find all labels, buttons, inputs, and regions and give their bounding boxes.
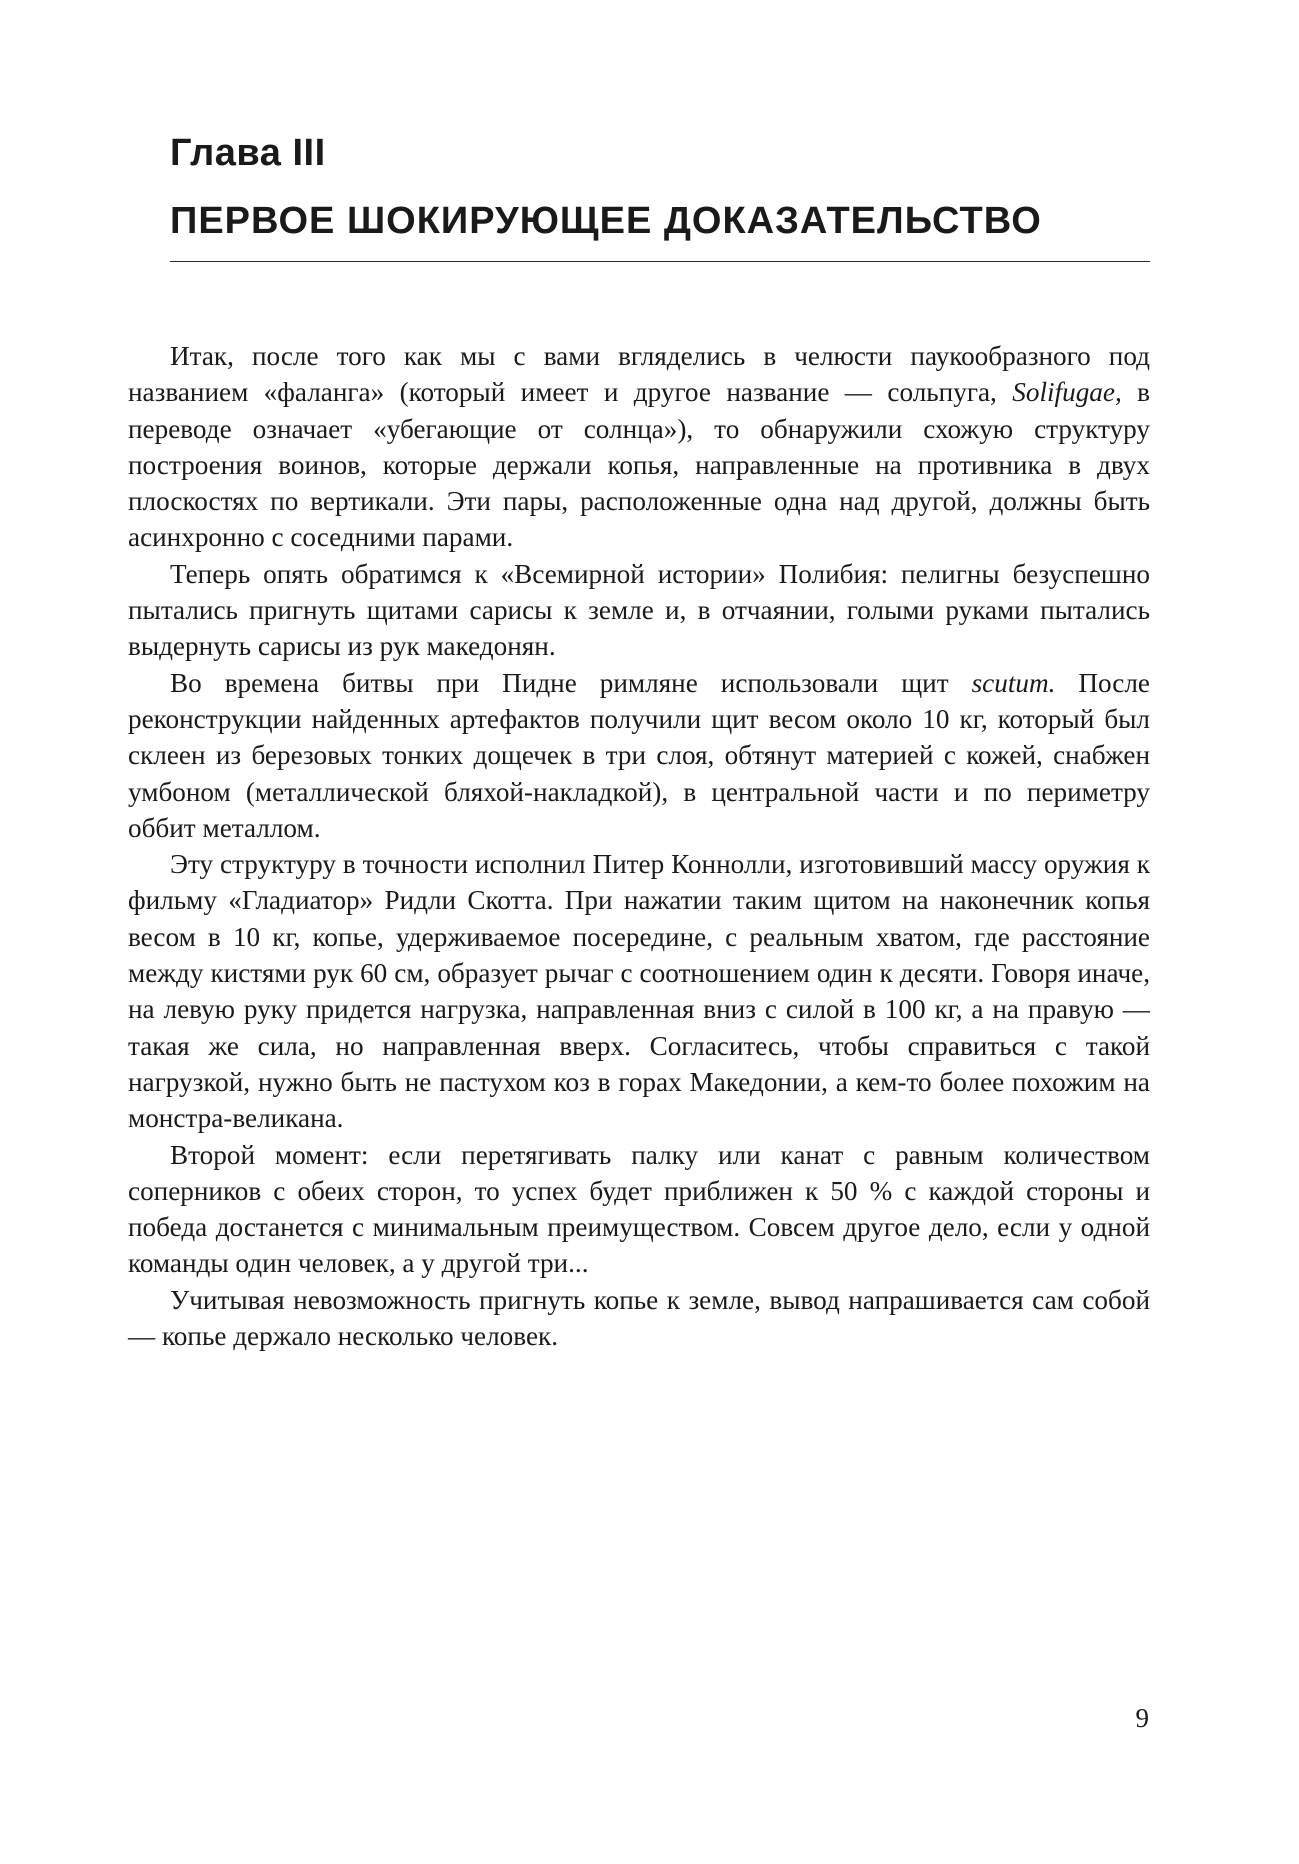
- paragraph-3: [128, 665, 1150, 846]
- page-number: 9: [1135, 1703, 1149, 1733]
- chapter-header: [170, 130, 1150, 244]
- chapter-body: [128, 338, 1150, 1354]
- paragraph-2: Теперь опять обратимся к «Всемирной истории» Полибия: пелигны безуспешно пытались пригнуть щитами сарисы к земле и, в отчаянии, голыми руками пытались выдернуть сарисы из рук македонян.: [128, 558, 1150, 662]
- paragraph-3-text-start: Во времена битвы при Пидне римляне использовали щит: [170, 667, 972, 698]
- paragraph-1: [128, 338, 1150, 556]
- paragraph-5: Второй момент: если перетягивать палку или канат с равным количеством соперников с обеих сторон, то успех будет приближен к 50 % с каждой стороны и победа достанется с минимальным преимуществом. Совсем другое дело, если у одной команды один человек, а у другой три...: [128, 1139, 1150, 1279]
- paragraph-3-italic-term: scutum.: [971, 667, 1056, 698]
- chapter-number: Глава III: [170, 132, 326, 174]
- chapter-divider: [170, 261, 1150, 262]
- paragraph-1-text-start: Итак, после того как мы с вами вгляделись в челюсти паукообразного под названием «фаланга» (который имеет и другое название — сольпуга,: [128, 341, 1150, 408]
- chapter-title: ПЕРВОЕ ШОКИРУЮЩЕЕ ДОКАЗАТЕЛЬСТВО: [170, 200, 1042, 242]
- paragraph-1-text-end: в переводе означает «убегающие от солнца»), то обнаружили схожую структуру построения воинов, которые держали копья, направленные на противника в двух плоскостях по вертикали. Эти пары, расположенные одна над другой, должны быть асинхронно с соседними парами.: [128, 377, 1150, 553]
- paragraph-4: Эту структуру в точности исполнил Питер Коннолли, изготовивший массу оружия к фильму «Гладиатор» Ридли Скотта. При нажатии таким щитом на наконечник копья весом в 10 кг, копье, удерживаемое посередине, с реальным хватом, где расстояние между кистями рук 60 см, образует рычаг с соотношением один к десяти. Говоря иначе, на левую руку придется нагрузка, направленная вниз с силой в 100 кг, а на правую — такая же сила, но направленная вверх. Согласитесь, чтобы справиться с такой нагрузкой, нужно быть не пастухом коз в горах Македонии, а кем-то более похожим на монстра-великана.: [128, 849, 1150, 1134]
- paragraph-6: Учитывая невозможность пригнуть копье к земле, вывод напрашивается сам собой — копье держало несколько человек.: [128, 1284, 1150, 1352]
- paragraph-1-italic-term: Solifugae,: [1012, 377, 1122, 408]
- paragraph-3-text-end: После реконструкции найденных артефактов получили щит весом около 10 кг, который был склеен из березовых тонких дощечек в три слоя, обтянут материей с кожей, снабжен умбоном (металлической бляхой-накладкой), в центральной части и по периметру оббит металлом.: [128, 667, 1151, 843]
